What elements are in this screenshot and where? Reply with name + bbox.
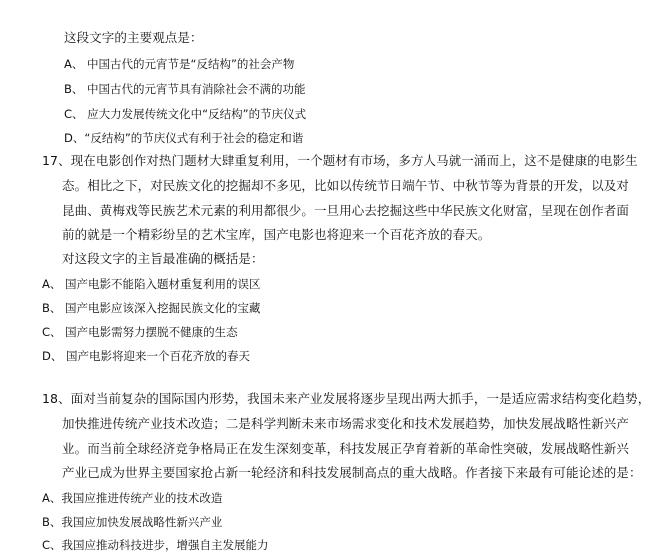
q16-prompt: 这段文字的主要观点是： — [64, 30, 203, 45]
q17-stem-line-1: 17、现在电影创作对热门题材大肆重复利用，一个题材有市场，多方人马就一涌而上，这不是健康的电影生 — [42, 153, 638, 168]
q17-stem-line-3: 昆曲、黄梅戏等民族艺术元素的利用都很少。一旦用心去挖掘这些中华民族文化财富，呈现在创作者面 — [62, 203, 630, 218]
q16-option-a: A、 中国古代的元宵节是“反结构”的社会产物 — [64, 57, 295, 71]
q18-option-c: C、我国应推动科技进步，增强自主发展能力 — [42, 538, 269, 552]
q18-stem-line-2: 加快推进传统产业技术改造；二是科学判断未来市场需求变化和技术发展趋势，加快发展战略性新兴产 — [62, 416, 630, 431]
q16-option-c: C、 应大力发展传统文化中“反结构”的节庆仪式 — [64, 107, 307, 121]
q17-stem-line-4: 前的就是一个精彩纷呈的艺术宝库，国产电影也将迎来一个百花齐放的春天。 — [62, 227, 491, 242]
q17-prompt: 对这段文字的主旨最准确的概括是： — [62, 251, 264, 266]
q17-option-d: D、 国产电影将迎来一个百花齐放的春天 — [42, 349, 251, 363]
q16-option-b: B、 中国古代的元宵节具有消除社会不满的功能 — [64, 82, 306, 96]
q17-stem-line-2: 态。相比之下，对民族文化的挖掘却不多见，比如以传统节日端午节、中秋节等为背景的开发，以及对 — [62, 178, 630, 193]
q17-option-b: B、 国产电影应该深入挖掘民族文化的宝藏 — [42, 301, 261, 315]
q17-option-c: C、 国产电影需努力摆脱不健康的生态 — [42, 325, 238, 339]
q18-option-a: A、我国应推进传统产业的技术改造 — [42, 491, 223, 505]
q16-option-d: D、“反结构”的节庆仪式有利于社会的稳定和谐 — [64, 131, 304, 145]
q18-stem-line-1: 18、面对当前复杂的国际国内形势，我国未来产业发展将逐步呈现出两大抓手，一是适应需求结构变化趋势， — [42, 391, 651, 406]
q18-stem-line-4: 产业已成为世界主要国家抢占新一轮经济和科技发展制高点的重大战略。作者接下来最有可能论述的是： — [62, 465, 642, 480]
q18-option-b: B、我国应加快发展战略性新兴产业 — [42, 515, 223, 529]
q17-option-a: A、 国产电影不能陷入题材重复利用的误区 — [42, 277, 261, 291]
q18-stem-line-3: 业。而当前全球经济竞争格局正在发生深刻变革，科技发展正孕育着新的革命性突破，发展战略性新兴 — [62, 441, 630, 456]
